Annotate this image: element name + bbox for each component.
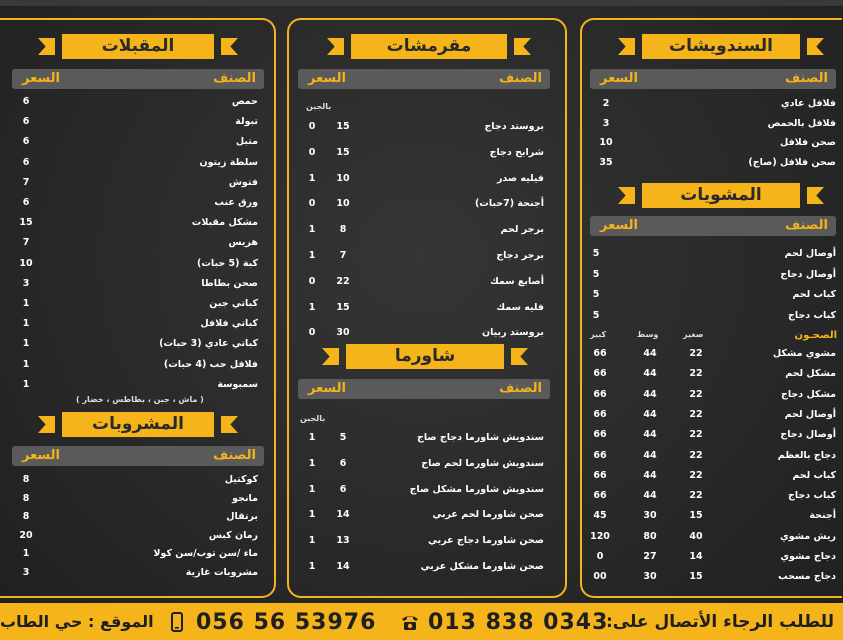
cheese-label: بالجبن (300, 414, 326, 423)
item-name: ريش مشوي (780, 530, 836, 542)
item-name: بروستد دجاج (484, 121, 544, 132)
item-name: برجر لحم (500, 224, 544, 236)
item-name: كباب لحم (792, 469, 836, 481)
item-price: 15 (19, 217, 33, 229)
item-name: مشكل دجاج (781, 388, 836, 400)
price-large: 66 (593, 348, 607, 359)
price-header: السعر (22, 71, 60, 86)
price-medium: 44 (643, 449, 657, 461)
price-small: 22 (689, 490, 703, 502)
price-header: السعر (308, 71, 346, 86)
drinks-header (12, 446, 264, 466)
price-small: 22 (689, 469, 703, 481)
item-price: 8 (22, 474, 30, 485)
item-name: صحن فلافل (صاج) (748, 156, 836, 168)
menu-item-row (590, 387, 836, 403)
item-name: كباتي فلافل (200, 318, 258, 330)
sandwiches-list (598, 96, 836, 176)
item-price: 10 (599, 137, 613, 148)
menu-item-row (590, 346, 836, 362)
menu-item-row (598, 135, 836, 151)
drinks-banner (38, 412, 238, 437)
banner-flag-left (327, 38, 344, 55)
banner-flag-left (618, 187, 635, 204)
price-medium: 30 (643, 571, 657, 583)
menu-item-row (18, 472, 258, 488)
menu-item-row (590, 287, 836, 303)
item-name: تبولة (235, 116, 258, 128)
item-name: بروستد ربيان (482, 327, 544, 339)
item-name: ماء /سن توب/سن كولا (153, 548, 258, 560)
menu-item-row (300, 559, 544, 575)
menu-item-row (590, 366, 836, 382)
phone-number-2[interactable]: 056 56 53976 (196, 610, 377, 635)
menu-item-row (18, 235, 258, 251)
item-name: أوصال دجاج (780, 268, 836, 280)
price-with-cheese: 1 (308, 224, 316, 236)
menu-item-row (18, 215, 258, 231)
size-medium-header: وسط (637, 330, 659, 339)
banner-flag-left (322, 348, 339, 365)
menu-item-row (300, 325, 544, 341)
grills-banner (618, 183, 824, 208)
price-with-cheese: 0 (308, 198, 316, 210)
menu-item-row (18, 528, 258, 544)
plates-list (590, 346, 836, 590)
item-name: سندويش شاورما مشكل صاج (409, 483, 544, 495)
item-name: صحن فلافل (779, 137, 836, 148)
item-price: 30 (336, 327, 350, 339)
menu-item-row (18, 134, 258, 150)
price-small: 14 (689, 551, 703, 562)
item-price: 10 (336, 198, 350, 210)
item-name: كباتي عادي (3 حبات) (159, 338, 258, 350)
item-header: الصنف (499, 71, 542, 86)
menu-item-row (590, 427, 836, 443)
item-name: رمان كبس (208, 529, 258, 541)
price-with-cheese: 1 (308, 535, 316, 547)
menu-item-row (598, 116, 836, 132)
menu-item-row (300, 430, 544, 446)
banner-flag-right (807, 38, 824, 55)
menu-item-row (18, 114, 258, 130)
price-large: 66 (593, 429, 607, 441)
item-price: 6 (22, 197, 30, 208)
item-price: 15 (336, 146, 350, 158)
item-name: فلافل عادي (780, 98, 836, 109)
item-price: 2 (602, 98, 610, 109)
banner-flag-left (38, 38, 55, 55)
menu-item-row (598, 155, 836, 171)
item-name: أجنحة (7حبات) (474, 198, 544, 210)
item-price: 7 (22, 237, 30, 249)
price-header: السعر (22, 448, 60, 463)
menu-item-row (18, 357, 258, 373)
price-small: 22 (689, 368, 703, 380)
menu-item-row (300, 119, 544, 135)
location-text: الموقع : حي الطاب (0, 612, 154, 631)
item-price: 3 (602, 117, 610, 129)
item-name: برجر دجاج (496, 250, 544, 261)
menu-item-row (300, 456, 544, 472)
price-medium: 44 (643, 429, 657, 441)
price-with-cheese: 1 (308, 250, 316, 261)
menu-item-row (18, 565, 258, 581)
banner-flag-left (618, 38, 635, 55)
item-price: 6 (22, 96, 30, 107)
menu-item-row (18, 546, 258, 562)
price-small: 40 (689, 530, 703, 542)
item-name: أوصال لحم (784, 248, 836, 259)
item-name: كوكتيل (224, 474, 258, 485)
item-price: 5 (592, 309, 600, 321)
item-name: صحن شاورما دجاج عربي (428, 535, 544, 547)
top-strip (0, 0, 843, 6)
item-name: مشوي مشكل (772, 348, 836, 359)
price-medium: 44 (643, 388, 657, 400)
menu-item-row (300, 274, 544, 290)
mobile-phone-icon (167, 612, 187, 632)
price-large: 0 (596, 551, 604, 562)
banner-flag-right (221, 38, 238, 55)
price-small: 22 (689, 388, 703, 400)
item-price: 20 (19, 529, 33, 541)
menu-item-row (300, 300, 544, 316)
price-small: 22 (689, 449, 703, 461)
banner-flag-left (38, 416, 55, 433)
item-price: 1 (22, 318, 30, 330)
menu-item-row (18, 175, 258, 191)
item-name: دجاج مسحب (778, 571, 836, 583)
price-large: 45 (593, 510, 607, 522)
menu-item-row (18, 276, 258, 292)
price-header: السعر (600, 71, 638, 86)
sandwiches-banner (618, 34, 824, 59)
item-price: 6 (339, 457, 347, 469)
item-name: فلافل حب (4 حبات) (163, 358, 258, 370)
grills-title: المشويات (642, 183, 800, 208)
menu-item-row (590, 267, 836, 283)
menu-item-row (590, 448, 836, 464)
menu-item-row (18, 195, 258, 211)
item-name: كباب لحم (792, 289, 836, 300)
order-label: للطلب الرجاء الأتصال على: (606, 612, 834, 632)
shawarma-banner (322, 344, 528, 369)
item-price: 14 (336, 561, 350, 572)
price-large: 66 (593, 388, 607, 400)
item-name: صحن بطاطا (201, 277, 258, 289)
price-with-cheese: 0 (308, 327, 316, 339)
item-name: صحن شاورما مشكل عربي (420, 561, 544, 572)
menu-item-row (590, 508, 836, 524)
item-name: مشكل مقبلات (191, 217, 258, 229)
banner-flag-right (514, 38, 531, 55)
item-name: كباب دجاج (788, 309, 836, 321)
item-price: 22 (336, 275, 350, 287)
item-name: صحن شاورما لحم عربي (432, 509, 544, 521)
banner-flag-right (807, 187, 824, 204)
item-price: 6 (22, 116, 30, 128)
item-name: فيليه صدر (496, 172, 544, 184)
price-medium: 44 (643, 469, 657, 481)
size-large-header: كبير (590, 330, 607, 339)
menu-item-row (18, 491, 258, 507)
item-name: فلافل بالحمص (767, 117, 836, 129)
menu-item-row (300, 248, 544, 264)
item-price: 15 (336, 301, 350, 313)
banner-flag-right (511, 348, 528, 365)
item-price: 5 (592, 289, 600, 300)
item-name: كبة (5 حبات) (197, 257, 258, 269)
item-name: دجاج بالعظم (777, 449, 836, 461)
item-price: 8 (22, 511, 30, 523)
price-large: 00 (593, 571, 607, 583)
price-small: 22 (689, 348, 703, 359)
shawarma-title: شاورما (346, 344, 504, 369)
menu-item-row (300, 507, 544, 523)
price-small: 15 (689, 571, 703, 583)
menu-item-row (590, 549, 836, 565)
item-header: الصنف (785, 71, 828, 86)
item-name: هريس (228, 237, 258, 249)
price-header: السعر (600, 218, 638, 233)
item-price: 35 (599, 156, 613, 168)
item-price: 8 (339, 224, 347, 236)
item-name: كباتي جبن (209, 298, 258, 309)
price-with-cheese: 1 (308, 432, 316, 443)
price-with-cheese: 0 (308, 121, 316, 132)
menu-item-row (300, 145, 544, 161)
menu-item-row (300, 196, 544, 212)
price-small: 22 (689, 429, 703, 441)
price-medium: 30 (643, 510, 657, 522)
cheese-label: بالجبن (306, 102, 332, 111)
menu-item-row (300, 482, 544, 498)
price-with-cheese: 1 (308, 457, 316, 469)
item-price: 1 (22, 378, 30, 390)
price-large: 120 (590, 530, 610, 542)
price-medium: 44 (643, 368, 657, 380)
price-small: 15 (689, 510, 703, 522)
price-with-cheese: 0 (308, 146, 316, 158)
menu-item-row (18, 377, 258, 393)
item-price: 6 (22, 156, 30, 168)
menu-item-row (18, 94, 258, 110)
item-price: 7 (22, 176, 30, 188)
menu-item-row (300, 533, 544, 549)
appetizers-banner (38, 34, 238, 59)
item-price: 1 (22, 548, 30, 560)
price-large: 66 (593, 368, 607, 380)
item-price: 15 (336, 121, 350, 132)
menu-item-row (18, 296, 258, 312)
menu-item-row (590, 488, 836, 504)
item-price: 6 (22, 136, 30, 148)
price-with-cheese: 1 (308, 483, 316, 495)
item-name: حمص (231, 96, 258, 107)
item-price: 13 (336, 535, 350, 547)
price-with-cheese: 1 (308, 172, 316, 184)
size-small-header: صغير (683, 330, 704, 339)
menu-item-row (590, 407, 836, 423)
price-medium: 44 (643, 490, 657, 502)
crispy-title: مقرمشات (351, 34, 507, 59)
menu-item-row (18, 155, 258, 171)
samosa-note: ( ماش ، جبن ، بطاطس ، خضار ) (76, 395, 204, 404)
item-price: 1 (22, 358, 30, 370)
price-medium: 44 (643, 348, 657, 359)
price-with-cheese: 0 (308, 275, 316, 287)
shawarma-header (298, 379, 550, 399)
crispy-banner (327, 34, 531, 59)
item-price: 10 (19, 257, 33, 269)
item-name: متبل (235, 136, 258, 148)
item-name: فتوش (228, 176, 258, 188)
item-name: شرايح دجاج (489, 146, 544, 158)
shawarma-list (300, 430, 544, 580)
price-large: 66 (593, 469, 607, 481)
item-price: 10 (336, 172, 350, 184)
menu-item-row (590, 569, 836, 585)
item-price: 6 (339, 483, 347, 495)
item-name: أوصال دجاج (780, 429, 836, 441)
telephone-icon (400, 612, 420, 632)
price-with-cheese: 1 (308, 301, 316, 313)
price-with-cheese: 1 (308, 509, 316, 521)
item-price: 14 (336, 509, 350, 521)
item-header: الصنف (213, 71, 256, 86)
sandwiches-title: السندويشات (642, 34, 800, 59)
item-name: أجنحة (809, 510, 836, 522)
drinks-title: المشروبات (62, 412, 214, 437)
item-name: دجاج مشوي (780, 551, 836, 562)
menu-item-row (590, 468, 836, 484)
item-header: الصنف (499, 381, 542, 396)
menu-item-row (18, 336, 258, 352)
item-name: سلطة زيتون (199, 156, 258, 168)
contact-footer (0, 603, 843, 640)
menu-item-row (18, 316, 258, 332)
item-name: أصابع سمك (490, 275, 544, 287)
menu-item-row (18, 509, 258, 525)
crispy-list (300, 119, 544, 339)
item-price: 1 (22, 338, 30, 350)
price-large: 66 (593, 490, 607, 502)
item-name: أوصال لحم (784, 408, 836, 420)
item-header: الصنف (785, 218, 828, 233)
menu-item-row (598, 96, 836, 112)
item-price: 3 (22, 567, 30, 578)
price-with-cheese: 1 (308, 561, 316, 572)
item-price: 3 (22, 277, 30, 289)
item-price: 5 (339, 432, 347, 443)
item-name: مشروبات غازية (185, 567, 258, 578)
price-small: 22 (689, 408, 703, 420)
item-price: 5 (592, 268, 600, 280)
item-name: سندويش شاورما لحم صاج (421, 457, 544, 469)
item-price: 7 (339, 250, 347, 261)
menu-item-row (300, 222, 544, 238)
item-name: مشكل لحم (785, 368, 836, 380)
menu-item-row (590, 529, 836, 545)
item-name: سندويش شاورما دجاج صاج (417, 432, 544, 443)
appetizers-list (18, 94, 258, 408)
banner-flag-right (221, 416, 238, 433)
plates-label: الصحـون (794, 330, 837, 341)
item-name: سمبوسة (217, 378, 258, 390)
item-price: 1 (22, 298, 30, 309)
item-header: الصنف (213, 448, 256, 463)
menu-item-row (590, 308, 836, 324)
appetizers-header (12, 69, 264, 89)
price-header: السعر (308, 381, 346, 396)
sandwiches-header (590, 69, 836, 89)
item-price: 8 (22, 492, 30, 504)
price-large: 66 (593, 449, 607, 461)
price-medium: 27 (643, 551, 657, 562)
menu-item-row (590, 246, 836, 262)
appetizers-title: المقبلات (62, 34, 214, 59)
grills-header (590, 216, 836, 236)
drinks-list (18, 472, 258, 582)
item-name: فليه سمك (496, 301, 544, 313)
phone-number-1[interactable]: 013 838 0343 (428, 610, 609, 635)
item-price: 5 (592, 248, 600, 259)
price-large: 66 (593, 408, 607, 420)
crispy-header (298, 69, 550, 89)
menu-item-row (18, 256, 258, 272)
item-name: كباب دجاج (788, 490, 836, 502)
price-medium: 44 (643, 408, 657, 420)
item-name: مانجو (232, 492, 258, 504)
menu-item-row (300, 171, 544, 187)
item-name: ورق عنب (214, 197, 258, 208)
price-medium: 80 (643, 530, 657, 542)
grills-list (590, 246, 836, 326)
item-name: برتقال (226, 511, 258, 523)
